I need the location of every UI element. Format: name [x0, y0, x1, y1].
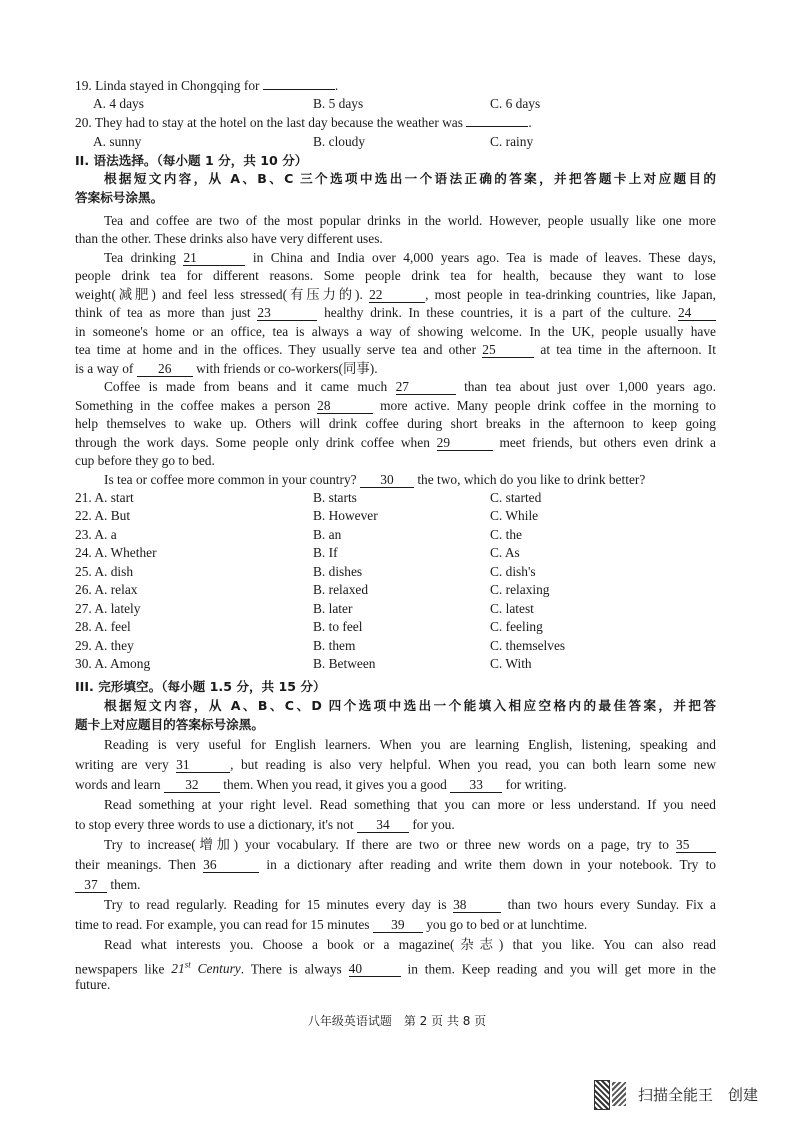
- blank-23: 23: [257, 305, 317, 321]
- blank-30: 30: [360, 472, 414, 488]
- q19-stem: 19. Linda stayed in Chongqing for: [75, 78, 260, 93]
- option-25c: C. dish's: [490, 564, 536, 579]
- q20-blank: [466, 126, 528, 127]
- option-27a: 27. A. lately: [75, 601, 141, 616]
- blank-26: 26: [137, 361, 193, 377]
- passage-2-line: their meanings. Then 36 in a dictionary after reading and write them down in your notebook. Try to: [75, 857, 716, 872]
- option-24c: C. As: [490, 545, 520, 560]
- blank-36: 36: [203, 857, 259, 873]
- option-28c: C. feeling: [490, 619, 543, 634]
- passage-2-line: Try to increase(增加) your vocabulary. If there are two or three new words on a page, try to 35: [104, 836, 716, 854]
- blank-40: 40: [349, 961, 401, 977]
- option-27b: B. later: [313, 601, 353, 616]
- option-30b: B. Between: [313, 656, 376, 671]
- blank-28: 28: [317, 398, 373, 414]
- option-26a: 26. A. relax: [75, 582, 138, 597]
- scanner-watermark: [594, 1080, 774, 1110]
- section-2-instruction-1: 根据短文内容，从 A、B、C 三个选项中选出一个语法正确的答案，并把答题卡上对应题目的: [104, 171, 716, 186]
- section-3-instruction-2: 题卡上对应题目的答案标号涂黑。: [75, 717, 264, 732]
- blank-27: 27: [396, 379, 456, 395]
- option-22b: B. However: [313, 508, 378, 523]
- option-30a: 30. A. Among: [75, 656, 151, 671]
- passage-1-line: help themselves to wake up. Others will drink coffee during short breaks in the afternoon to keep going: [75, 416, 716, 431]
- option-30c: C. With: [490, 656, 532, 671]
- question-20: 20. They had to stay at the hotel on the last day because the weather was .: [75, 115, 532, 130]
- q19-option-b: B. 5 days: [313, 96, 364, 111]
- blank-34: 34: [357, 817, 409, 833]
- passage-2-line: 37 them.: [75, 876, 140, 894]
- passage-2-line: Try to read regularly. Reading for 15 minutes every day is 38 than two hours every Sunday. Fix a: [104, 897, 716, 912]
- passage-2-line: words and learn 32 them. When you read, it gives you a good 33 for writing.: [75, 777, 567, 792]
- blank-29: 29: [437, 435, 493, 451]
- blank-32: 32: [164, 777, 220, 793]
- section-2-title: II. 语法选择。（每小题 1 分，共 10 分）: [75, 153, 308, 168]
- q20-option-c: C. rainy: [490, 134, 534, 149]
- q20-stem: 20. They had to stay at the hotel on the last day because the weather was: [75, 115, 463, 130]
- passage-2-line: Reading is very useful for English learners. When you are learning English, listening, speaking and: [104, 737, 716, 752]
- passage-2-line: newspapers like 21st Century. There is always 40 in them. Keep reading and you will get more in the: [75, 960, 716, 977]
- passage-1-line: Coffee is made from beans and it came much 27 than tea about just over 1,000 years ago.: [104, 379, 716, 394]
- q20-option-b: B. cloudy: [313, 134, 366, 149]
- blank-24: 24: [678, 305, 716, 321]
- blank-35: 35: [676, 837, 716, 853]
- option-21a: 21. A. start: [75, 490, 134, 505]
- q19-option-a: A. 4 days: [93, 96, 144, 111]
- option-29a: 29. A. they: [75, 638, 134, 653]
- option-22c: C. While: [490, 508, 539, 523]
- blank-37: 37: [75, 877, 107, 893]
- question-19: 19. Linda stayed in Chongqing for .: [75, 78, 339, 93]
- passage-2-line: to stop every three words to use a dictionary, it's not 34 for you.: [75, 817, 455, 832]
- option-29c: C. themselves: [490, 638, 566, 653]
- blank-25: 25: [482, 342, 534, 358]
- passage-2-line: Read something at your right level. Read something that you can more or less understand. If you need: [104, 797, 716, 812]
- blank-21: 21: [183, 250, 245, 266]
- option-29b: B. them: [313, 638, 356, 653]
- option-23c: C. the: [490, 527, 522, 542]
- option-23a: 23. A. a: [75, 527, 117, 542]
- blank-39: 39: [373, 917, 423, 933]
- passage-1-line: than the other. These drinks also have very different uses.: [75, 231, 383, 246]
- scanner-text: 扫描全能王 创建: [638, 1086, 759, 1104]
- option-21c: C. started: [490, 490, 542, 505]
- passage-1-line: cup before they go to bed.: [75, 453, 215, 468]
- q20-option-a: A. sunny: [93, 134, 142, 149]
- option-27c: C. latest: [490, 601, 534, 616]
- passage-1-line: Tea drinking 21 in China and India over 4,000 years ago. Tea is made of leaves. These days,: [104, 250, 716, 265]
- page-footer: 八年级英语试题 第 2 页 共 8 页: [307, 1014, 487, 1028]
- option-26b: B. relaxed: [313, 582, 369, 597]
- option-24b: B. If: [313, 545, 338, 560]
- blank-22: 22: [369, 287, 425, 303]
- option-24a: 24. A. Whether: [75, 545, 157, 560]
- q19-blank: [263, 89, 335, 90]
- blank-33: 33: [450, 777, 502, 793]
- option-25a: 25. A. dish: [75, 564, 134, 579]
- passage-1-line: weight(减肥) and feel less stressed(有压力的). 22 , most people in tea-drinking countries, like Japan,: [75, 287, 716, 302]
- passage-1-line: tea time at home and in the offices. They usually serve tea and other 25 at tea time in the afternoon. It: [75, 342, 716, 357]
- passage-1-line: is a way of 26 with friends or co-workers(同事).: [75, 361, 378, 376]
- option-22a: 22. A. But: [75, 508, 131, 523]
- passage-1-line: through the work days. Some people only drink coffee when 29 meet friends, but others even drink a: [75, 435, 716, 450]
- passage-1-line: Tea and coffee are two of the most popular drinks in the world. However, people usually like one more: [104, 213, 716, 228]
- option-26c: C. relaxing: [490, 582, 550, 597]
- passage-2-line: Read what interests you. Choose a book or a magazine(杂志) that you like. You can also read: [104, 937, 716, 952]
- qr-code-icon: [594, 1080, 610, 1110]
- passage-2-line: time to read. For example, you can read for 15 minutes 39 you go to bed or at lunchtime.: [75, 917, 588, 932]
- option-21b: B. starts: [313, 490, 357, 505]
- section-2-instruction-2: 答案标号涂黑。: [75, 190, 164, 205]
- passage-1-line: Is tea or coffee more common in your country? 30 the two, which do you like to drink better?: [104, 472, 646, 487]
- option-23b: B. an: [313, 527, 342, 542]
- blank-31: 31: [176, 757, 230, 773]
- passage-2-line: future.: [75, 977, 111, 992]
- option-28a: 28. A. feel: [75, 619, 131, 634]
- option-25b: B. dishes: [313, 564, 363, 579]
- passage-1-line: in someone's home or an office, tea is always a way of showing welcome. In the UK, people usually have: [75, 324, 716, 339]
- scanner-logo-icon: [612, 1082, 626, 1106]
- passage-1-line: think of tea as more than just 23 healthy drink. In these countries, it is a part of the culture. 24: [75, 304, 716, 322]
- q19-option-c: C. 6 days: [490, 96, 541, 111]
- section-3-title: III. 完形填空。（每小题 1.5 分，共 15 分）: [75, 679, 326, 694]
- passage-1-line: people drink tea for different reasons. Some people drink tea for health, because they want to lose: [75, 268, 716, 283]
- passage-2-line: writing are very 31 , but reading is also very helpful. When you read, you can both learn some new: [75, 757, 716, 772]
- passage-1-line: Something in the coffee makes a person 28 more active. Many people drink coffee in the morning to: [75, 398, 716, 413]
- section-3-instruction-1: 根据短文内容，从 A、B、C、D 四个选项中选出一个能填入相应空格内的最佳答案，并把答: [104, 698, 716, 713]
- blank-38: 38: [453, 897, 501, 913]
- option-28b: B. to feel: [313, 619, 363, 634]
